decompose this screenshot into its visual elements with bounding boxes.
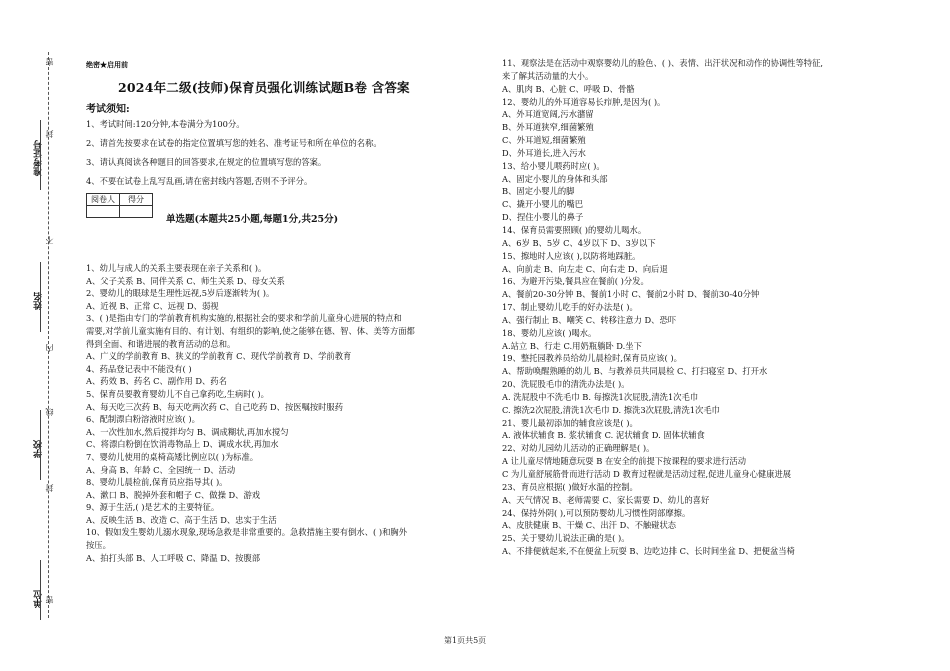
school-line — [40, 410, 41, 480]
option-line: A、一次性加水,然后搅拌均匀 B、调成糊状,再加水搅匀 — [86, 426, 289, 437]
section-title: 单选题(本题共25小题,每题1分,共25分) — [166, 214, 339, 225]
question-line: 1、幼儿与成人的关系主要表现在亲子关系和( )。 — [86, 263, 267, 273]
question-line: 24、保持外阴( ),可以预防婴幼儿习惯性阴部摩擦。 — [502, 507, 691, 518]
exam-number-line — [40, 120, 41, 190]
secret-mark: 绝密★启用前 — [86, 60, 128, 69]
option-line: A、身高 B、年龄 C、全园统一 D、活动 — [86, 464, 236, 475]
option-line: A、父子关系 B、同伴关系 C、师生关系 D、母女关系 — [86, 275, 285, 286]
score-header: 得分 — [120, 194, 153, 206]
option-line: A、药效 B、药名 C、副作用 D、药名 — [86, 376, 227, 387]
score-cell[interactable] — [120, 206, 153, 218]
option-line: C、外耳道短,细菌繁殖 — [502, 135, 586, 146]
option-line: A、反映生活 B、改造 C、高于生活 D、忠实于生活 — [86, 514, 277, 525]
option-line: A. 液体状辅食 B. 浆状辅食 C. 泥状辅食 D. 固体状辅食 — [502, 430, 705, 441]
name-label: 姓名 — [34, 292, 44, 310]
option-line: B、外耳道狭窄,细菌繁殖 — [502, 122, 594, 133]
question-line: 8、婴幼儿晨检前,保育员应指导其( )。 — [86, 477, 228, 488]
option-line: A 让儿童尽情地随意玩耍 B 在安全的前提下按课程的要求进行活动 — [502, 456, 747, 467]
score-table — [86, 193, 153, 218]
option-line: A、向前走 B、向左走 C、向右走 D、向后退 — [502, 263, 668, 274]
question-line: 按压。 — [86, 540, 111, 551]
option-line: A、每天吃三次药 B、每天吃两次药 C、自己吃药 D、按医嘱按时服药 — [86, 401, 344, 412]
option-line: D、捏住小婴儿的鼻子 — [502, 212, 584, 223]
question-line: 9、源于生活,( )是艺术的主要特征。 — [86, 502, 220, 513]
exam-number-label: 准考证号 — [34, 140, 44, 176]
option-line: B、固定小婴儿的脚 — [502, 186, 575, 197]
unit-label: 单位 — [34, 590, 44, 608]
question-line: 15、擦地时人应该( ),以防将地踩脏。 — [502, 250, 641, 261]
question-line: 12、婴幼儿的外耳道容易长疖肿,是因为( )。 — [502, 96, 666, 107]
option-line: A、餐前20-30分钟 B、餐前1小时 C、餐前2小时 D、餐前30-40分钟 — [502, 289, 760, 300]
right-question-column — [502, 57, 823, 558]
question-line: 18、婴幼儿应该( )喝水。 — [502, 327, 597, 338]
option-line: C、将漂白粉倒在饮消毒物品上 D、调成水状,再加水 — [86, 439, 279, 450]
question-line: 21、婴儿最初添加的辅食应该是( )。 — [502, 417, 638, 428]
question-line: 25、关于婴幼儿说法正确的是( )。 — [502, 533, 630, 544]
question-line: 2、婴幼儿的眼球是生理性远视,5岁后逐渐转为( )。 — [86, 288, 275, 299]
school-label: 学校 — [34, 440, 44, 458]
seal-char: 密 — [45, 58, 54, 66]
question-line: 得到全面、和谐进展的教育活动的总和。 — [86, 338, 236, 349]
option-line: C、撬开小婴儿的嘴巴 — [502, 199, 584, 210]
notice-item: 3、请认真阅读各种题目的回答要求,在规定的位置填写您的答案。 — [86, 157, 327, 167]
option-line: A、固定小婴儿的身体和头部 — [502, 173, 608, 184]
seal-char: 内 — [45, 344, 54, 352]
question-line: 20、洗屁股毛巾的清洗办法是( )。 — [502, 379, 630, 390]
option-line: A、6岁 B、5岁 C、4岁以下 D、3岁以下 — [502, 237, 656, 248]
seal-char: 封 — [45, 484, 54, 492]
question-line: 来了解其活动量的大小。 — [502, 70, 594, 81]
option-line: A、拍打头部 B、人工呼吸 C、降温 D、按腹部 — [86, 552, 261, 563]
page-title: 2024年二级(技师)保育员强化训练试题B卷 含答案 — [118, 80, 410, 95]
question-line: 13、给小婴儿喂药时应( )。 — [502, 160, 605, 171]
question-line: 22、对幼儿园幼儿活动的正确理解是( )。 — [502, 443, 655, 454]
question-line: 19、整托园教养员给幼儿晨检时,保育员应该( )。 — [502, 353, 682, 364]
option-line: A、不排便就起来,不在便盆上玩耍 B、边吃边排 C、长时间坐盆 D、把便盆当椅 — [502, 546, 795, 557]
option-line: A、广义的学前教育 B、狭义的学前教育 C、现代学前教育 D、学前教育 — [86, 351, 352, 362]
seal-char: 线 — [45, 408, 54, 416]
reviewer-cell[interactable] — [87, 206, 120, 218]
option-line: A、帮助唤醒熟睡的幼儿 B、与教养员共同晨检 C、打扫寝室 D、打开水 — [502, 366, 768, 377]
notice-item: 2、请首先按要求在试卷的指定位置填写您的姓名、准考证号和所在单位的名称。 — [86, 138, 382, 148]
option-line: A. 洗屁股中不洗毛巾 B. 每擦洗1次屁股,清洗1次毛巾 — [502, 391, 699, 402]
question-line: 4、药品登记表中不能没有( ) — [86, 363, 192, 374]
option-line: C 为儿童舒展筋骨而进行活动 D 教育过程就是活动过程,促进儿童身心健康进展 — [502, 469, 792, 479]
notice-item: 1、考试时间:120分钟,本卷满分为100分。 — [86, 119, 245, 129]
question-line: 16、为避开污染,餐具应在餐前( )分发。 — [502, 276, 649, 287]
question-line: 6、配制漂白粉溶液时应该( )。 — [86, 414, 200, 425]
option-line: A、外耳道宽阔,污水潴留 — [502, 109, 594, 120]
question-line: 17、制止婴幼儿吃手的好办法是( )。 — [502, 302, 638, 313]
notice-heading: 考试须知: — [86, 104, 130, 115]
option-line: A、强行制止 B、嘲笑 C、转移注意力 D、恐吓 — [502, 314, 677, 325]
question-line: 10、假如发生婴幼儿溺水现象,现场急救是非常重要的。急救措施主要有倒水、( )和胸外 — [86, 527, 407, 538]
question-line: 5、保育员要教育婴幼儿不自己拿药吃,生病时( )。 — [86, 388, 269, 399]
question-line: 需要,对学前儿童实施有目的、有计划、有组织的影响,使之能够在德、智、体、美等方面都 — [86, 325, 415, 336]
seal-char: 密 — [45, 596, 54, 604]
question-line: 23、育员应根据( )做好水温的控制。 — [502, 481, 638, 492]
option-line: C. 擦洗2次屁股,清洗1次毛巾 D. 擦洗3次屁股,清洗1次毛巾 — [502, 404, 720, 415]
page-number: 第1页共5页 — [444, 636, 487, 645]
unit-line — [40, 560, 41, 620]
question-line: 7、婴幼儿使用的桌椅高矮比例应以( )为标准。 — [86, 451, 259, 462]
seal-char: 不 — [45, 236, 54, 244]
seal-char: 封 — [45, 130, 54, 138]
option-line: A、漱口 B、脱掉外套和帽子 C、做操 D、游戏 — [86, 489, 261, 500]
name-line — [40, 262, 41, 332]
left-question-column — [86, 262, 415, 564]
option-line: A、近视 B、正常 C、远视 D、弱视 — [86, 300, 219, 311]
option-line: A、皮肤健康 B、干燥 C、出汗 D、不触碰状态 — [502, 520, 677, 531]
option-line: A、肌肉 B、心脏 C、呼吸 D、骨骼 — [502, 83, 635, 94]
question-line: 14、保育员需要照顾( )的婴幼儿喝水。 — [502, 224, 647, 235]
question-line: 11、观察法是在活动中观察婴幼儿的脸色、( )、表情、出汗状况和动作的协调性等特征, — [502, 58, 823, 68]
question-line: 3、( )是指由专门的学前教育机构实施的,根据社会的要求和学前儿童身心进展的特点和 — [86, 313, 402, 324]
option-line: D、外耳道长,进入污水 — [502, 147, 586, 158]
notice-item: 4、不要在试卷上乱写乱画,请在密封线内答题,否则不予评分。 — [86, 176, 313, 186]
option-line: A、天气情况 B、老师需要 C、家长需要 D、幼儿的喜好 — [502, 494, 710, 505]
reviewer-header: 阅卷人 — [87, 194, 120, 206]
option-line: A.站立 B、行走 C.用奶瓶躺卧 D.坐下 — [502, 340, 642, 351]
